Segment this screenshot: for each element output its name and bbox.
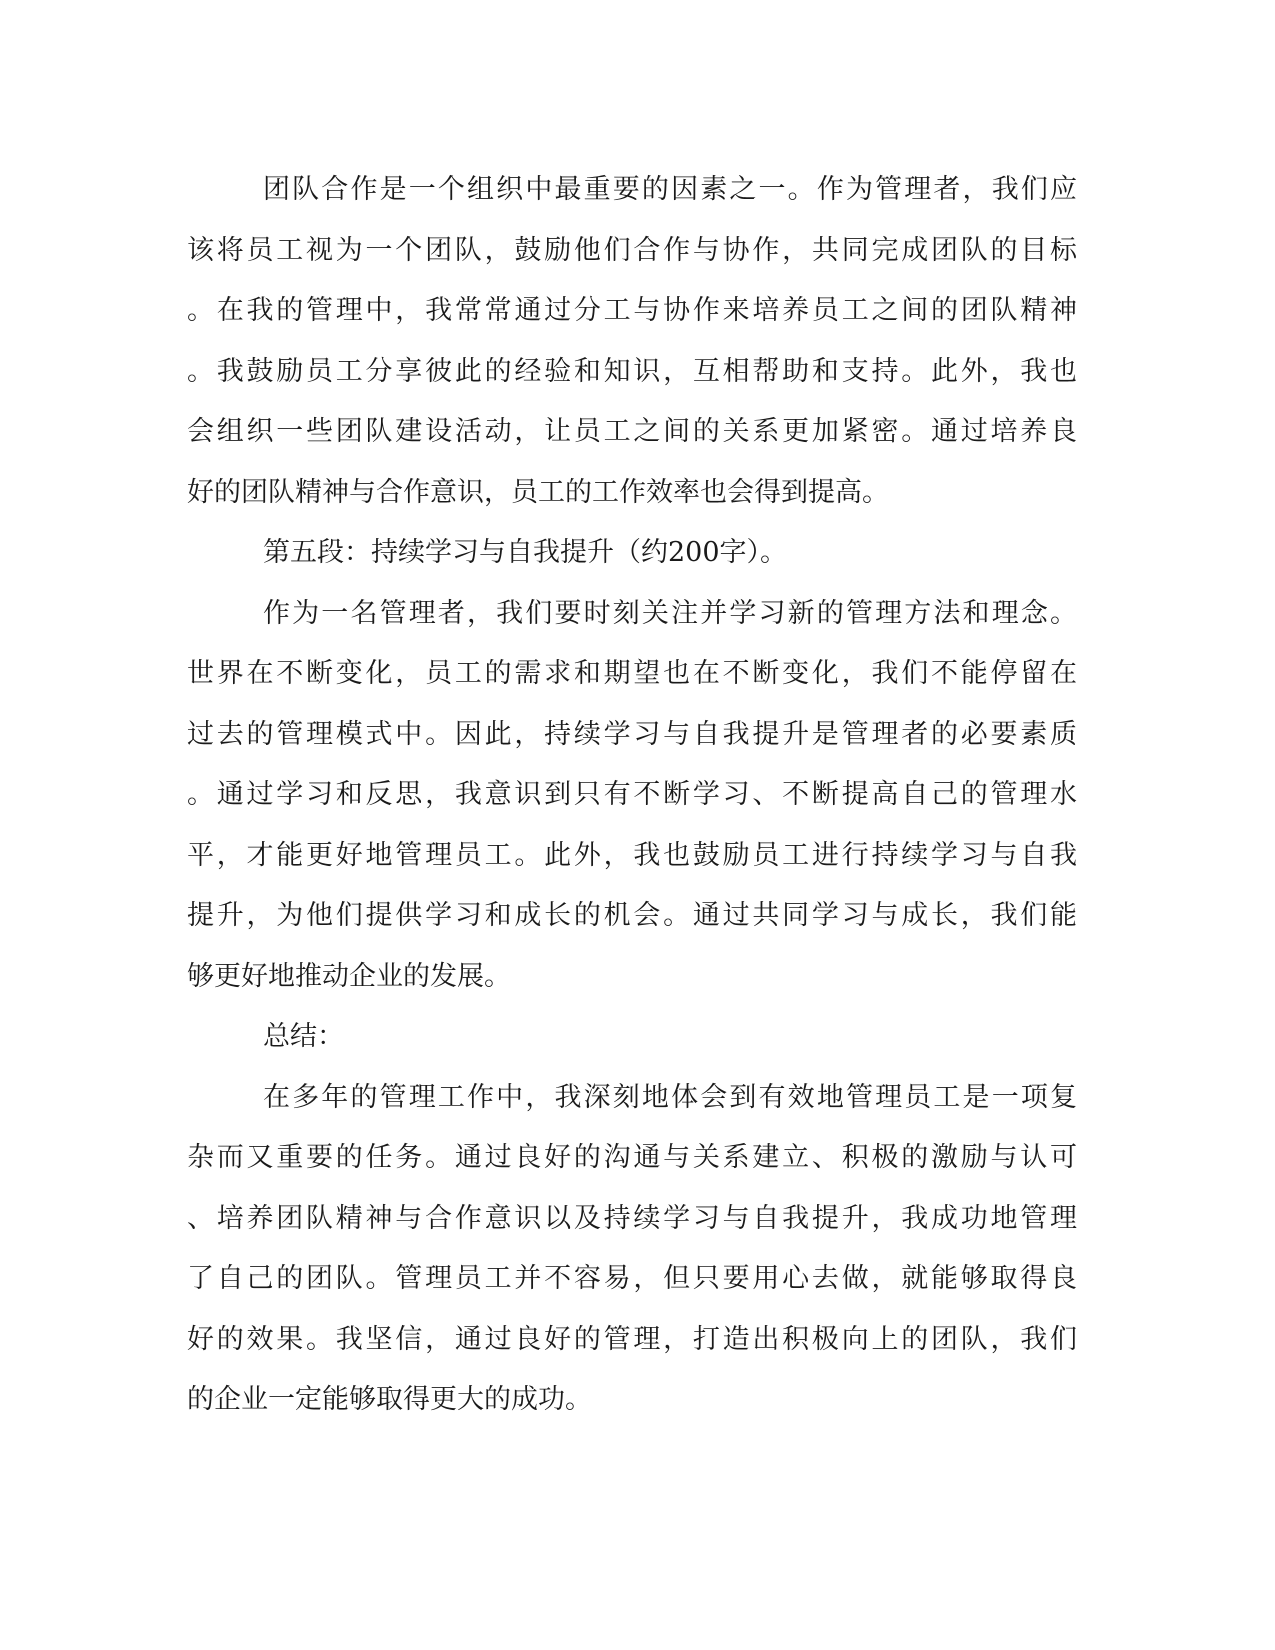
paragraph-line: 杂而又重要的任务。通过良好的沟通与关系建立、积极的激励与认可	[187, 1142, 1077, 1173]
paragraph-line: 的企业一定能够取得更大的成功。	[187, 1384, 592, 1415]
paragraph-line: 好的团队精神与合作意识，员工的工作效率也会得到提高。	[187, 476, 889, 508]
paragraph-line: 。在我的管理中，我常常通过分工与协作来培养员工之间的团队精神	[187, 295, 1077, 326]
paragraph-line: 会组织一些团队建设活动，让员工之间的关系更加紧密。通过培养良	[187, 416, 1077, 447]
paragraph-line: 好的效果。我坚信，通过良好的管理，打造出积极向上的团队，我们	[187, 1323, 1077, 1355]
paragraph-line: 。我鼓励员工分享彼此的经验和知识，互相帮助和支持。此外，我也	[187, 355, 1077, 387]
paragraph-line: 该将员工视为一个团队，鼓励他们合作与协作，共同完成团队的目标	[187, 234, 1077, 266]
paragraph-line: 作为一名管理者，我们要时刻关注并学习新的管理方法和理念。	[263, 597, 1077, 629]
paragraph-line: 平，才能更好地管理员工。此外，我也鼓励员工进行持续学习与自我	[187, 839, 1077, 871]
paragraph-line: 过去的管理模式中。因此，持续学习与自我提升是管理者的必要素质	[187, 718, 1077, 750]
section-heading: 第五段：持续学习与自我提升（约200字）。	[263, 537, 788, 568]
document-body	[187, 160, 1077, 1431]
paragraph-line: 世界在不断变化，员工的需求和期望也在不断变化，我们不能停留在	[187, 658, 1077, 689]
summary-heading: 总结：	[263, 1021, 344, 1052]
paragraph-line: 提升，为他们提供学习和成长的机会。通过共同学习与成长，我们能	[187, 900, 1077, 931]
paragraph-line: 在多年的管理工作中，我深刻地体会到有效地管理员工是一项复	[263, 1081, 1077, 1113]
paragraph-line: 、培养团队精神与合作意识以及持续学习与自我提升，我成功地管理	[187, 1202, 1077, 1234]
paragraph-line: 团队合作是一个组织中最重要的因素之一。作为管理者，我们应	[263, 174, 1077, 205]
paragraph-line: 。通过学习和反思，我意识到只有不断学习、不断提高自己的管理水	[187, 779, 1077, 810]
paragraph-line: 够更好地推动企业的发展。	[187, 960, 511, 992]
paragraph-line: 了自己的团队。管理员工并不容易，但只要用心去做，就能够取得良	[187, 1263, 1077, 1294]
